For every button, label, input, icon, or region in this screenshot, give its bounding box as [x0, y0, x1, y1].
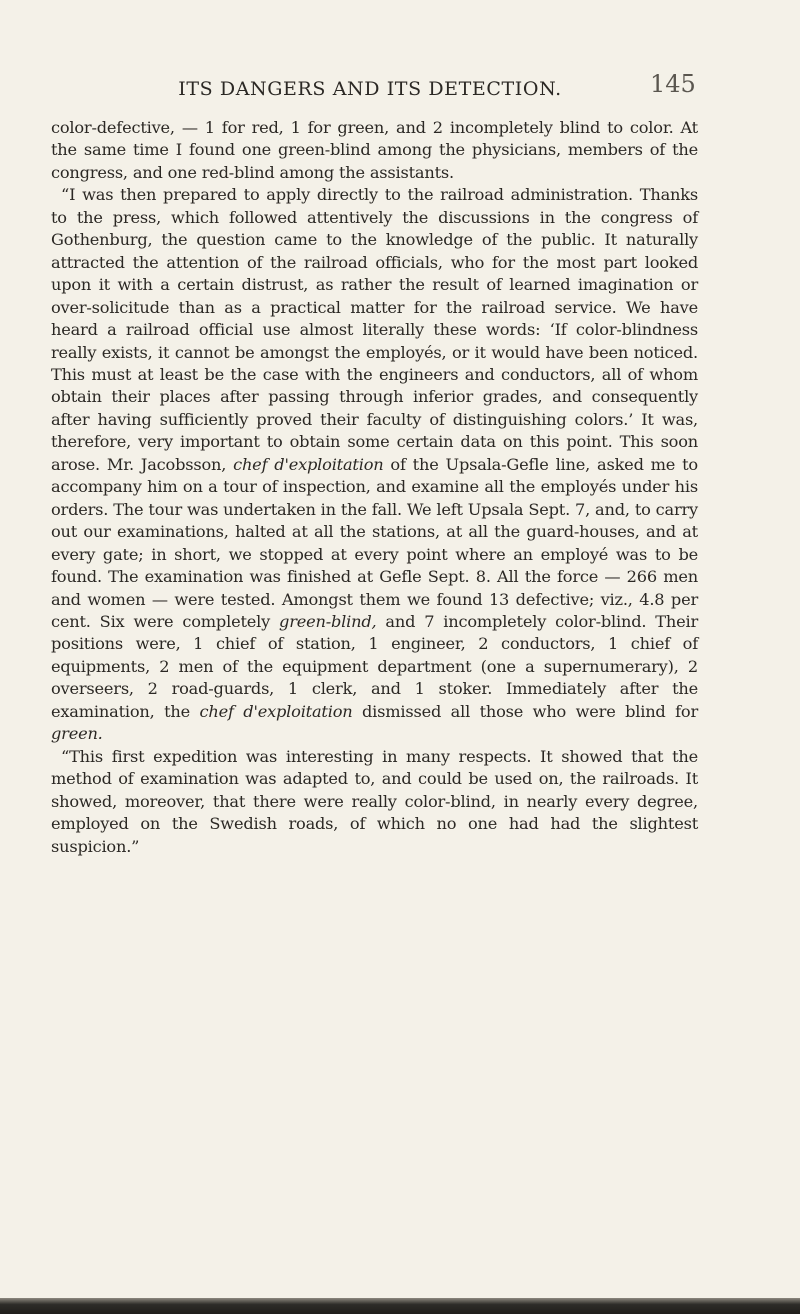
paragraph-3: “This first expedition was interesting in many respects. It showed that the method of examination was adapted to, and could be used on, the railroads. It showed, moreover, that there were really color-blind, in nearly every degree, employed on the Swedish roads, of which no one had had the slightest suspicion.” [51, 746, 698, 856]
page-number: 145 [650, 70, 696, 98]
running-header: ITS DANGERS AND ITS DETECTION. [178, 78, 562, 100]
paragraph-1: color-defective, — 1 for red, 1 for green, and 2 incompletely blind to color. At the same time I found one green-blind among the physicians, members of the congress, and one red-blind among the assistants. [51, 118, 698, 182]
page-bottom-edge [0, 1298, 800, 1314]
paragraph-2: “I was then prepared to apply directly to the railroad administration. Thanks to the press, which followed attentively the discussions in the congress of Gothenburg, the question came to the knowledge of the public. It naturally attracted the attention of the railroad officials, who for the most part looked upon it with a certain distrust, as rather the result of learned imagination or over-solicitude than as a practical matter for the railroad service. We have heard a railroad official use almost literally these words: ‘If color-blindness really exists, it cannot be amongst the employés, or it would have been noticed. This must at least be the case with the engineers and conductors, all of whom obtain their places after passing through inferior grades, and consequently after having sufficiently proved their faculty of distinguishing colors.’ It was, therefore, very important to obtain some certain data on this point. This soon arose. Mr. Jacobsson, chef d'exploitation of the Upsala-Gefle line, asked me to accompany him on a tour of inspection, and examine all the employés under his orders. The tour was undertaken in the fall. We left Upsala Sept. 7, and, to carry out our examinations, halted at all the stations, at all the guard-houses, and at every gate; in short, we stopped at every point where an employé was to be found. The examination was finished at Gefle Sept. 8. All the force — 266 men and women — were tested. Amongst them we found 13 defective; viz., 4.8 per cent. Six were completely green-blind, and 7 incompletely color-blind. Their positions were, 1 chief of station, 1 engineer, 2 conductors, 1 chief of equipments, 2 men of the equipment department (one a supernumerary), 2 overseers, 2 road-guards, 1 clerk, and 1 stoker. Immediately after the examination, the chef d'exploitation dismissed all those who were blind for green. [51, 185, 698, 744]
body-text [51, 117, 698, 858]
